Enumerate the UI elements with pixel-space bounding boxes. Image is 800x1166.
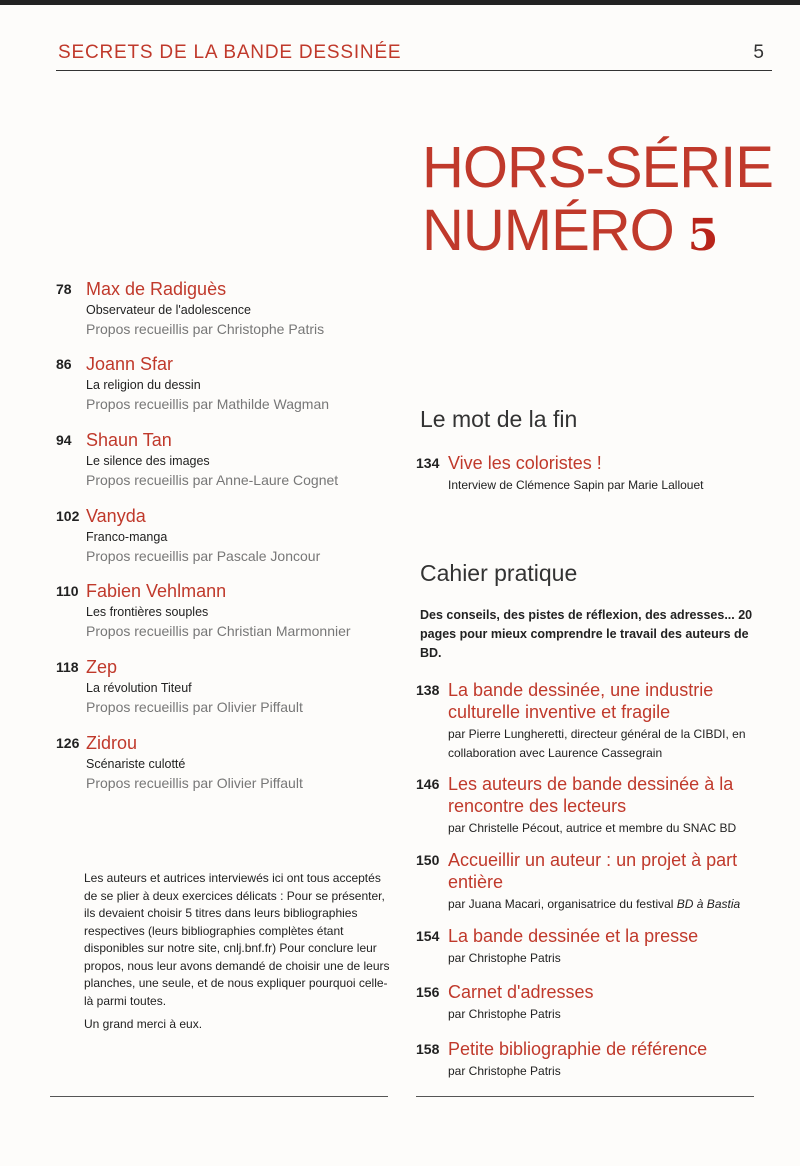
interview-note xyxy=(84,870,394,1034)
entry-subtitle: La religion du dessin xyxy=(86,378,201,392)
page-number: 5 xyxy=(753,42,764,63)
entry-page: 118 xyxy=(56,659,79,675)
entry-subtitle: Le silence des images xyxy=(86,454,210,468)
entry-page: 134 xyxy=(416,455,440,471)
entry-title: Shaun Tan xyxy=(86,430,172,450)
entry-byline: Propos recueillis par Mathilde Wagman xyxy=(86,396,330,412)
entry-page: 102 xyxy=(56,508,80,524)
entry-detail: par Christophe Patris xyxy=(448,1064,561,1078)
entry-byline: Propos recueillis par Olivier Piffault xyxy=(86,699,303,715)
entry-detail: par Christophe Patris xyxy=(448,1007,561,1021)
title-line-1: HORS-SÉRIE xyxy=(422,135,773,200)
entry-page: 94 xyxy=(56,432,72,448)
entry-page: 126 xyxy=(56,735,80,751)
entry-subtitle: Observateur de l'adolescence xyxy=(86,303,251,317)
entry-subtitle: La révolution Titeuf xyxy=(86,681,192,695)
entry-page: 138 xyxy=(416,682,440,698)
entry-title: Joann Sfar xyxy=(86,354,174,374)
entry-title: Fabien Vehlmann xyxy=(86,581,227,601)
entry-title: Petite bibliographie de référence xyxy=(448,1039,708,1059)
entry-title: Les auteurs de bande dessinée à la rencontre des lecteurs xyxy=(448,774,734,816)
bottom-rule-right xyxy=(416,1096,754,1097)
entry-title: Max de Radiguès xyxy=(86,279,227,299)
top-edge xyxy=(0,0,800,5)
header-rule xyxy=(56,70,772,71)
section-heading-mot-de-la-fin: Le mot de la fin xyxy=(420,406,578,432)
entry-title: Carnet d'adresses xyxy=(448,982,594,1002)
entry-detail: par Christelle Pécout, autrice et membre du SNAC BD xyxy=(448,821,737,835)
title-word: NUMÉRO xyxy=(422,198,674,263)
entry-byline: Propos recueillis par Christophe Patris xyxy=(86,321,325,337)
cahier-intro: Des conseils, des pistes de réflexion, des adresses... 20 pages pour mieux comprendre le travail des auteurs de BD. xyxy=(420,608,753,660)
entry-title: Vanyda xyxy=(86,506,146,526)
entry-title: Vive les coloristes ! xyxy=(448,453,602,473)
entry-page: 158 xyxy=(416,1041,440,1057)
entry-detail: Interview de Clémence Sapin par Marie Lallouet xyxy=(448,478,704,492)
entry-title: La bande dessinée et la presse xyxy=(448,926,699,946)
note-paragraph: Les auteurs et autrices interviewés ici ont tous acceptés de se plier à deux exercices délicats : Pour se présenter, ils devaient choisir 5 titres dans leurs bibliographies respectives (leurs bibliographies complètes étant disponibles sur notre site, cnlj.bnf.fr) Pour conclure leur propos, nous leur avons demandé de choisir une de leurs planches, une seule, et de nous expliquer pourquoi celle-là parmi toutes. xyxy=(84,871,390,1008)
entry-byline: Propos recueillis par Olivier Piffault xyxy=(86,775,303,791)
note-thanks: Un grand merci à eux. xyxy=(84,1017,203,1031)
entry-title: Accueillir un auteur : un projet à part entière xyxy=(448,850,738,892)
entry-page: 146 xyxy=(416,776,440,792)
entry-title: Zep xyxy=(86,657,118,677)
entry-subtitle: Franco-manga xyxy=(86,530,168,544)
entry-byline: Propos recueillis par Christian Marmonnier xyxy=(86,623,351,639)
entry-page: 150 xyxy=(416,852,440,868)
entry-title: Zidrou xyxy=(86,733,138,753)
entry-subtitle: Scénariste culotté xyxy=(86,757,186,771)
entry-page: 156 xyxy=(416,984,440,1000)
running-title: SECRETS DE LA BANDE DESSINÉE xyxy=(58,42,402,63)
entry-detail: par Pierre Lungheretti, directeur général de la CIBDI, en collaboration avec Laurence Cassegrain xyxy=(448,727,746,760)
entry-detail-text: par Juana Macari, organisatrice du festival xyxy=(448,897,674,911)
bottom-rule-left xyxy=(50,1096,388,1097)
entry-byline: Propos recueillis par Pascale Joncour xyxy=(86,548,321,564)
section-heading-cahier-pratique: Cahier pratique xyxy=(420,560,578,586)
running-header xyxy=(58,40,770,74)
entry-page: 78 xyxy=(56,281,72,297)
issue-title xyxy=(422,136,782,267)
entry-page: 110 xyxy=(56,583,79,599)
entry-page: 154 xyxy=(416,928,440,944)
festival-name: BD à Bastia xyxy=(676,897,741,911)
entry-subtitle: Les frontières souples xyxy=(86,605,209,619)
entry-byline: Propos recueillis par Anne-Laure Cognet xyxy=(86,472,339,488)
entry-detail: par Christophe Patris xyxy=(448,951,561,965)
entry-title: La bande dessinée, une industrie culturelle inventive et fragile xyxy=(448,680,714,722)
entry-page: 86 xyxy=(56,356,72,372)
issue-number: 5 xyxy=(687,210,718,261)
title-line-2 xyxy=(422,200,782,267)
entry-detail xyxy=(448,895,766,914)
